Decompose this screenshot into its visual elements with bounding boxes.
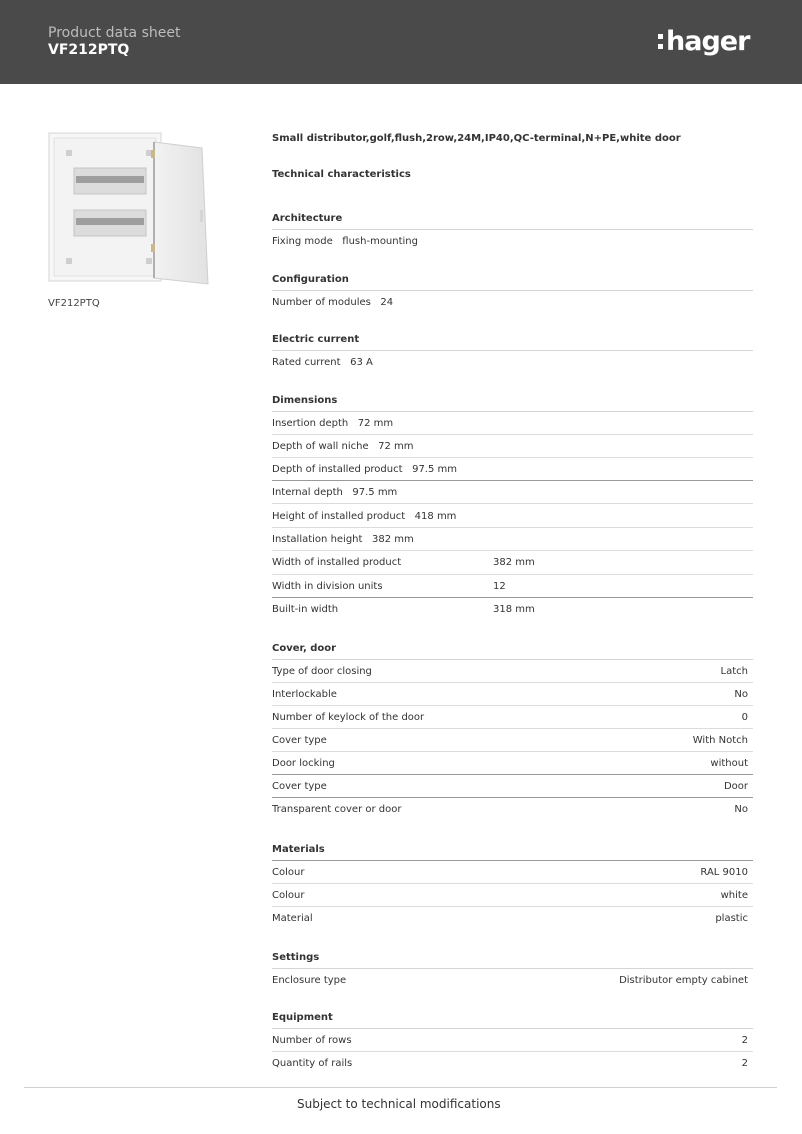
spec-key: Width of installed product	[272, 557, 402, 568]
section-cover-door	[272, 641, 753, 821]
spec-key: Cover type	[272, 735, 327, 746]
spec-key: Enclosure type	[272, 975, 347, 986]
logo-text: hager	[666, 25, 750, 57]
section-title: Settings	[272, 950, 753, 969]
section-architecture	[272, 211, 753, 253]
sheet-label: Product data sheet	[48, 25, 181, 41]
spec-key: Depth of installed product	[272, 464, 403, 475]
hager-logo	[658, 24, 749, 58]
logo-dots-icon	[658, 34, 663, 49]
section-electric-current	[272, 332, 753, 374]
spec-row	[272, 412, 753, 435]
spec-row	[272, 575, 753, 598]
spec-value: 418 mm	[414, 511, 457, 522]
spec-row	[272, 729, 753, 752]
spec-key: Transparent cover or door	[272, 804, 402, 815]
spec-key: Interlockable	[272, 689, 337, 700]
spec-key: Number of modules	[272, 297, 371, 308]
spec-row	[272, 551, 753, 575]
spec-key: Type of door closing	[272, 666, 372, 677]
section-title: Configuration	[272, 272, 753, 291]
spec-key: Depth of wall niche	[272, 441, 369, 452]
spec-row	[272, 775, 753, 798]
spec-value: 72 mm	[357, 418, 394, 429]
spec-value: Door	[723, 781, 748, 792]
spec-row	[272, 481, 753, 504]
spec-row	[272, 884, 753, 907]
section-title: Cover, door	[272, 641, 753, 660]
spec-row	[272, 752, 753, 775]
spec-row	[272, 458, 753, 481]
spec-key: Insertion depth	[272, 418, 349, 429]
spec-row	[272, 291, 753, 314]
spec-value: 382 mm	[493, 557, 535, 568]
spec-row	[272, 504, 753, 528]
spec-key: Width in division units	[272, 581, 383, 592]
spec-value: 97.5 mm	[412, 464, 458, 475]
spec-value: 0	[741, 712, 748, 723]
spec-key: Number of keylock of the door	[272, 712, 425, 723]
spec-row	[272, 1052, 753, 1075]
section-title: Dimensions	[272, 393, 753, 412]
spec-value: 12	[493, 581, 506, 592]
spec-row	[272, 706, 753, 729]
spec-key: Cover type	[272, 781, 327, 792]
spec-key: Built-in width	[272, 604, 339, 615]
spec-row	[272, 969, 753, 992]
spec-value: 2	[741, 1035, 748, 1046]
product-image-caption: VF212PTQ	[48, 298, 100, 309]
distribution-board-icon	[48, 132, 212, 292]
spec-value: 318 mm	[493, 604, 535, 615]
spec-value: white	[720, 890, 748, 901]
section-settings	[272, 950, 753, 992]
section-materials	[272, 842, 753, 930]
section-title: Architecture	[272, 211, 753, 230]
footer-note: Subject to technical modifications	[297, 1097, 501, 1111]
spec-key: Material	[272, 913, 313, 924]
spec-value: No	[734, 689, 748, 700]
spec-key: Fixing mode	[272, 236, 333, 247]
spec-row	[272, 435, 753, 458]
spec-value: 2	[741, 1058, 748, 1069]
spec-value: 97.5 mm	[352, 487, 398, 498]
section-title: Electric current	[272, 332, 753, 351]
spec-key: Door locking	[272, 758, 335, 769]
section-title: Materials	[272, 842, 753, 861]
spec-key: Colour	[272, 867, 305, 878]
spec-row	[272, 907, 753, 930]
spec-row	[272, 598, 753, 621]
spec-row	[272, 1029, 753, 1052]
spec-key: Internal depth	[272, 487, 343, 498]
spec-value: No	[734, 804, 748, 815]
spec-value: without	[710, 758, 748, 769]
spec-value: 72 mm	[378, 441, 414, 452]
spec-row	[272, 861, 753, 884]
section-equipment	[272, 1010, 753, 1075]
spec-value: plastic	[715, 913, 748, 924]
spec-key: Installation height	[272, 534, 363, 545]
spec-value: RAL 9010	[700, 867, 748, 878]
spec-value: 63 A	[350, 357, 373, 368]
spec-key: Colour	[272, 890, 305, 901]
spec-value: Distributor empty cabinet	[619, 975, 748, 986]
spec-key: Rated current	[272, 357, 341, 368]
section-title: Equipment	[272, 1010, 753, 1029]
section-dimensions	[272, 393, 753, 621]
spec-value: flush-mounting	[342, 236, 418, 247]
section-configuration	[272, 272, 753, 314]
spec-key: Height of installed product	[272, 511, 406, 522]
spec-row	[272, 798, 753, 821]
spec-key: Quantity of rails	[272, 1058, 353, 1069]
page-header	[0, 0, 802, 84]
spec-row	[272, 660, 753, 683]
technical-characteristics-heading: Technical characteristics	[272, 169, 411, 180]
spec-row	[272, 683, 753, 706]
spec-value: With Notch	[692, 735, 748, 746]
product-description: Small distributor,golf,flush,2row,24M,IP40,QC-terminal,N+PE,white door	[272, 133, 681, 144]
spec-row	[272, 351, 753, 374]
spec-value: Latch	[720, 666, 748, 677]
spec-value: 382 mm	[372, 534, 414, 545]
spec-value: 24	[380, 297, 394, 308]
footer-divider	[24, 1087, 777, 1088]
spec-row	[272, 230, 753, 253]
spec-key: Number of rows	[272, 1035, 352, 1046]
spec-row	[272, 528, 753, 551]
product-code-heading: VF212PTQ	[48, 42, 130, 58]
